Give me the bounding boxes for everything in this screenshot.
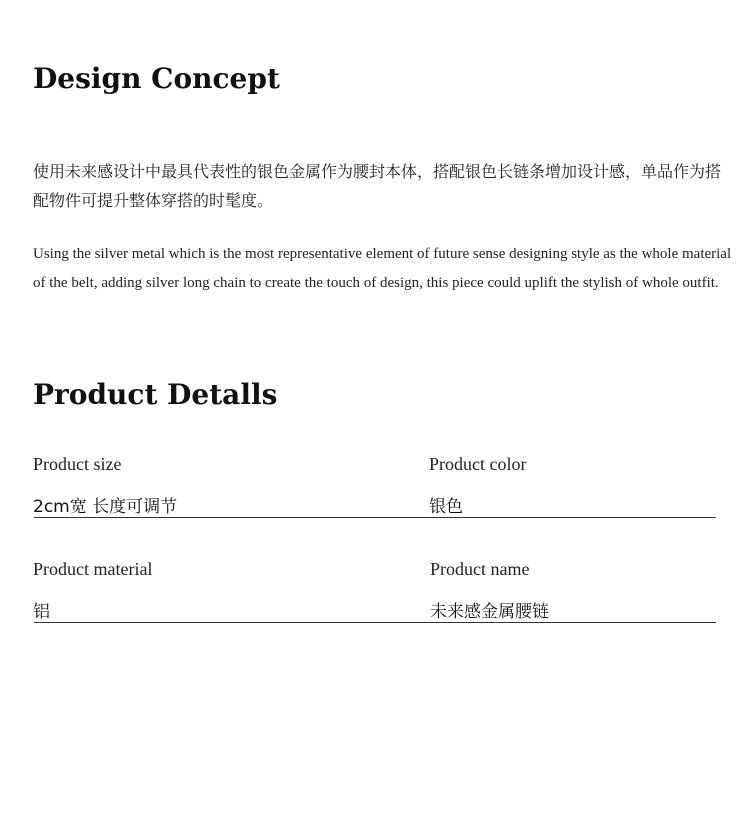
product-color-field — [429, 454, 716, 517]
product-name-field — [430, 559, 717, 622]
product-color-label: Product color — [429, 454, 527, 474]
design-concept-paragraph-cn: 使用未来感设计中最具代表性的银色金属作为腰封本体，搭配银色长链条增加设计感，单品作为搭配物件可提升整体穿搭的时髦度。 — [33, 162, 722, 210]
product-details-title: Product Detalls — [33, 378, 278, 411]
row-divider — [34, 517, 716, 518]
product-name-label: Product name — [430, 559, 530, 579]
product-material-value: 铝 — [33, 602, 50, 622]
product-size-field — [33, 454, 320, 517]
product-color-value: 银色 — [429, 497, 463, 517]
product-name-value: 未来感金属腰链 — [430, 602, 549, 622]
design-concept-title: Design Concept — [33, 62, 280, 95]
row-divider — [34, 622, 716, 623]
design-concept-paragraph-en: Using the silver metal which is the most representative element of future sense designing style as the whole material of the belt, adding silver long chain to create the touch of design, this piece could uplift the stylish of whole outfit. — [33, 246, 732, 291]
product-size-label: Product size — [33, 454, 122, 474]
product-material-field — [33, 559, 320, 622]
product-size-value: 2cm宽 长度可调节 — [33, 497, 178, 517]
product-material-label: Product material — [33, 559, 153, 579]
